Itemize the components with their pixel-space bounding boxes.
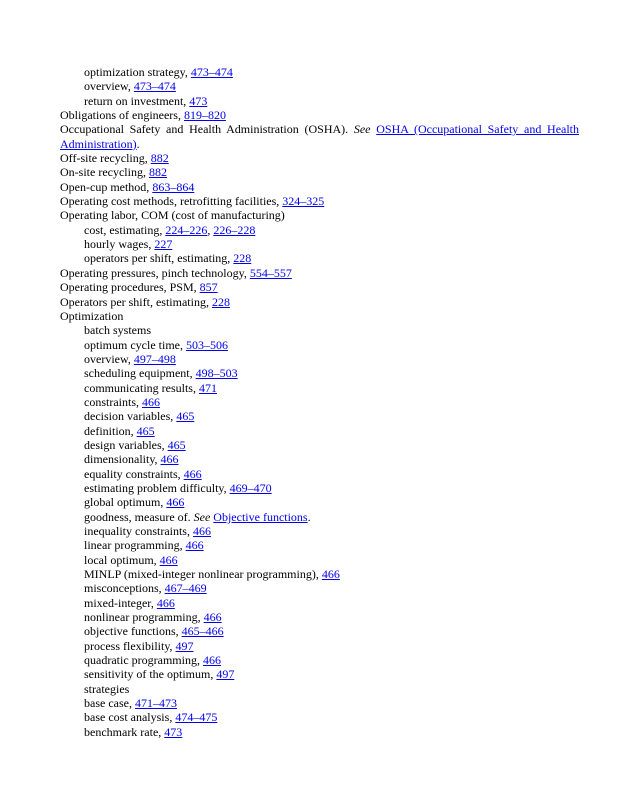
index-term: quadratic programming, bbox=[84, 653, 203, 668]
index-term: Optimization bbox=[60, 308, 124, 323]
page-reference-link[interactable]: 466 bbox=[156, 595, 175, 610]
index-subentry bbox=[60, 79, 579, 93]
page-reference-link[interactable]: 471 bbox=[198, 380, 217, 395]
page-reference-link[interactable]: 469–470 bbox=[229, 480, 272, 495]
index-subentry bbox=[60, 366, 579, 380]
page-reference-link[interactable]: 465 bbox=[167, 437, 186, 452]
index-term: equality constraints, bbox=[84, 466, 184, 481]
index-subentry bbox=[60, 65, 579, 79]
index-term: overview, bbox=[84, 79, 134, 94]
see-label: See bbox=[353, 122, 371, 137]
page-reference-link[interactable]: 503–506 bbox=[185, 337, 228, 352]
index-entry bbox=[60, 266, 579, 280]
index-subentry bbox=[60, 495, 579, 509]
page-reference-link[interactable]: 466 bbox=[192, 524, 211, 538]
page-reference-link[interactable]: 228 bbox=[233, 251, 252, 266]
page-reference-link[interactable]: 467–469 bbox=[164, 581, 207, 596]
index-term: misconceptions, bbox=[84, 581, 165, 596]
page-reference-link[interactable]: 497–498 bbox=[133, 351, 176, 366]
index-term: optimum cycle time, bbox=[84, 337, 186, 352]
index-subentry bbox=[60, 323, 579, 337]
index-term: definition, bbox=[84, 423, 137, 438]
index-subentry bbox=[60, 395, 579, 409]
index-subentry bbox=[60, 381, 579, 395]
index-subentry bbox=[60, 237, 579, 251]
index-subentry bbox=[60, 553, 579, 567]
page-reference-link[interactable]: 226–228 bbox=[213, 222, 256, 237]
index-term: Off-site recycling, bbox=[60, 151, 151, 166]
index-term: benchmark rate, bbox=[84, 724, 165, 739]
index-subentry bbox=[60, 424, 579, 438]
index-term: return on investment, bbox=[84, 93, 190, 108]
page-reference-link[interactable]: 465 bbox=[176, 409, 195, 424]
index-term: Operators per shift, estimating, bbox=[60, 294, 212, 309]
index-subentry bbox=[60, 481, 579, 495]
index-entry bbox=[60, 280, 579, 294]
page-reference-link[interactable]: 497 bbox=[216, 667, 235, 682]
page-reference-link[interactable]: 466 bbox=[203, 610, 222, 625]
index-term: scheduling equipment, bbox=[84, 366, 196, 381]
index-term: design variables, bbox=[84, 437, 168, 452]
index-term: decision variables, bbox=[84, 409, 177, 424]
index-subentry bbox=[60, 251, 579, 265]
page-reference-link[interactable]: 466 bbox=[183, 466, 202, 481]
index-term: objective functions, bbox=[84, 624, 182, 639]
index-entry bbox=[60, 108, 579, 122]
index-term: base case, bbox=[84, 696, 135, 711]
index-subentry bbox=[60, 510, 579, 524]
index-term: cost, estimating, bbox=[84, 222, 166, 237]
index-term: constraints, bbox=[84, 394, 142, 409]
page-reference-link[interactable]: 465 bbox=[136, 423, 155, 438]
see-label: See bbox=[193, 509, 211, 524]
index-term: base cost analysis, bbox=[84, 710, 176, 725]
index-term: inequality constraints, bbox=[84, 524, 193, 538]
index-term: Occupational Safety and Health Administration (OSHA). bbox=[60, 122, 354, 137]
index-entry bbox=[60, 151, 579, 165]
index-entry bbox=[60, 309, 579, 323]
index-entry bbox=[60, 208, 579, 222]
index-term: sensitivity of the optimum, bbox=[84, 667, 217, 682]
page-reference-link[interactable]: 466 bbox=[202, 653, 221, 668]
index-term: global optimum, bbox=[84, 495, 167, 510]
index-term: linear programming, bbox=[84, 538, 186, 553]
index-term: On-site recycling, bbox=[60, 165, 149, 180]
page-reference-link[interactable]: 474–475 bbox=[175, 710, 218, 725]
index-term: batch systems bbox=[84, 323, 151, 338]
index-subentry bbox=[60, 696, 579, 710]
index-entry bbox=[60, 165, 579, 179]
index-term: Operating procedures, PSM, bbox=[60, 280, 200, 295]
trailing-punctuation: . bbox=[307, 509, 311, 524]
index-subentry bbox=[60, 538, 579, 552]
page-reference-link[interactable]: 473–474 bbox=[133, 79, 176, 94]
trailing-punctuation: . bbox=[136, 136, 140, 151]
index-subentry bbox=[60, 610, 579, 624]
index-subentry bbox=[60, 524, 579, 538]
index-subentry bbox=[60, 352, 579, 366]
page-reference-link[interactable]: 473 bbox=[164, 724, 183, 739]
index-term: communicating results, bbox=[84, 380, 199, 395]
index-term: local optimum, bbox=[84, 552, 160, 567]
page-reference-link[interactable]: 497 bbox=[175, 638, 194, 653]
index-subentry bbox=[60, 94, 579, 108]
index-subentry bbox=[60, 710, 579, 724]
index-subentry bbox=[60, 639, 579, 653]
page-reference-link[interactable]: 466 bbox=[159, 552, 178, 567]
index-subentry bbox=[60, 467, 579, 481]
index-subentry bbox=[60, 567, 579, 581]
index-term: operators per shift, estimating, bbox=[84, 251, 234, 266]
index-subentry bbox=[60, 409, 579, 423]
index-term: strategies bbox=[84, 681, 130, 696]
index-entry bbox=[60, 194, 579, 208]
page-reference-link[interactable]: 227 bbox=[154, 237, 173, 252]
page-reference-link[interactable]: 857 bbox=[199, 280, 218, 295]
index-subentry bbox=[60, 438, 579, 452]
index-entry bbox=[60, 295, 579, 309]
index-subentry bbox=[60, 581, 579, 595]
page-reference-link[interactable]: 466 bbox=[321, 567, 340, 582]
index-subentry bbox=[60, 725, 579, 739]
index-subentry bbox=[60, 667, 579, 681]
index-subentry bbox=[60, 653, 579, 667]
page-reference-link[interactable]: 473–474 bbox=[190, 65, 233, 79]
index-term: nonlinear programming, bbox=[84, 610, 204, 625]
page-reference-link[interactable]: 324–325 bbox=[282, 194, 325, 209]
index-term: dimensionality, bbox=[84, 452, 161, 467]
page-reference-link[interactable]: 819–820 bbox=[183, 108, 226, 123]
index-subentry bbox=[60, 596, 579, 610]
page-reference-link[interactable]: 498–503 bbox=[195, 366, 238, 381]
page-reference-link[interactable]: 882 bbox=[148, 165, 167, 180]
index-term: estimating problem difficulty, bbox=[84, 480, 230, 495]
index-term: MINLP (mixed-integer nonlinear programming), bbox=[84, 567, 322, 582]
index-entry bbox=[60, 122, 579, 151]
page-reference-link[interactable]: 882 bbox=[150, 151, 169, 166]
index-page bbox=[60, 65, 579, 739]
page-reference-link[interactable]: 471–473 bbox=[134, 696, 177, 711]
index-term: overview, bbox=[84, 351, 134, 366]
page-reference-link[interactable]: 466 bbox=[166, 495, 185, 510]
index-entry bbox=[60, 180, 579, 194]
page-reference-link[interactable]: 863–864 bbox=[152, 179, 195, 194]
page-reference-link[interactable]: 228 bbox=[211, 294, 230, 309]
page-reference-link[interactable]: 465–466 bbox=[181, 624, 224, 639]
see-link[interactable]: OSHA (Occupational Safety and Health Administration) bbox=[60, 122, 580, 151]
page-reference-link[interactable]: 473 bbox=[189, 93, 208, 108]
see-link[interactable]: Objective functions bbox=[213, 509, 308, 524]
index-subentry bbox=[60, 624, 579, 638]
index-term: Operating pressures, pinch technology, bbox=[60, 265, 250, 280]
index-term: process flexibility, bbox=[84, 638, 176, 653]
page-reference-link[interactable]: 466 bbox=[142, 394, 160, 409]
index-term: Open-cup method, bbox=[60, 179, 153, 194]
index-subentry: cost, estimating, 224–226, 226–228 bbox=[84, 222, 256, 237]
index-subentry bbox=[60, 452, 579, 466]
page-reference-link[interactable]: 224–226 bbox=[165, 222, 208, 237]
index-subentry bbox=[60, 682, 579, 696]
index-term: optimization strategy, bbox=[84, 65, 191, 79]
index-term: Obligations of engineers, bbox=[60, 108, 184, 123]
index-subentry bbox=[60, 338, 579, 352]
page-reference-link[interactable]: 466 bbox=[185, 538, 204, 553]
page-reference-link[interactable]: 466 bbox=[160, 452, 179, 467]
index-term: mixed-integer, bbox=[84, 595, 157, 610]
page-reference-link[interactable]: 554–557 bbox=[249, 265, 292, 280]
index-term: hourly wages, bbox=[84, 237, 155, 252]
index-term: goodness, measure of. bbox=[84, 509, 194, 524]
index-term: Operating cost methods, retrofitting facilities, bbox=[60, 194, 283, 209]
index-term: Operating labor, COM (cost of manufacturing) bbox=[60, 208, 285, 223]
